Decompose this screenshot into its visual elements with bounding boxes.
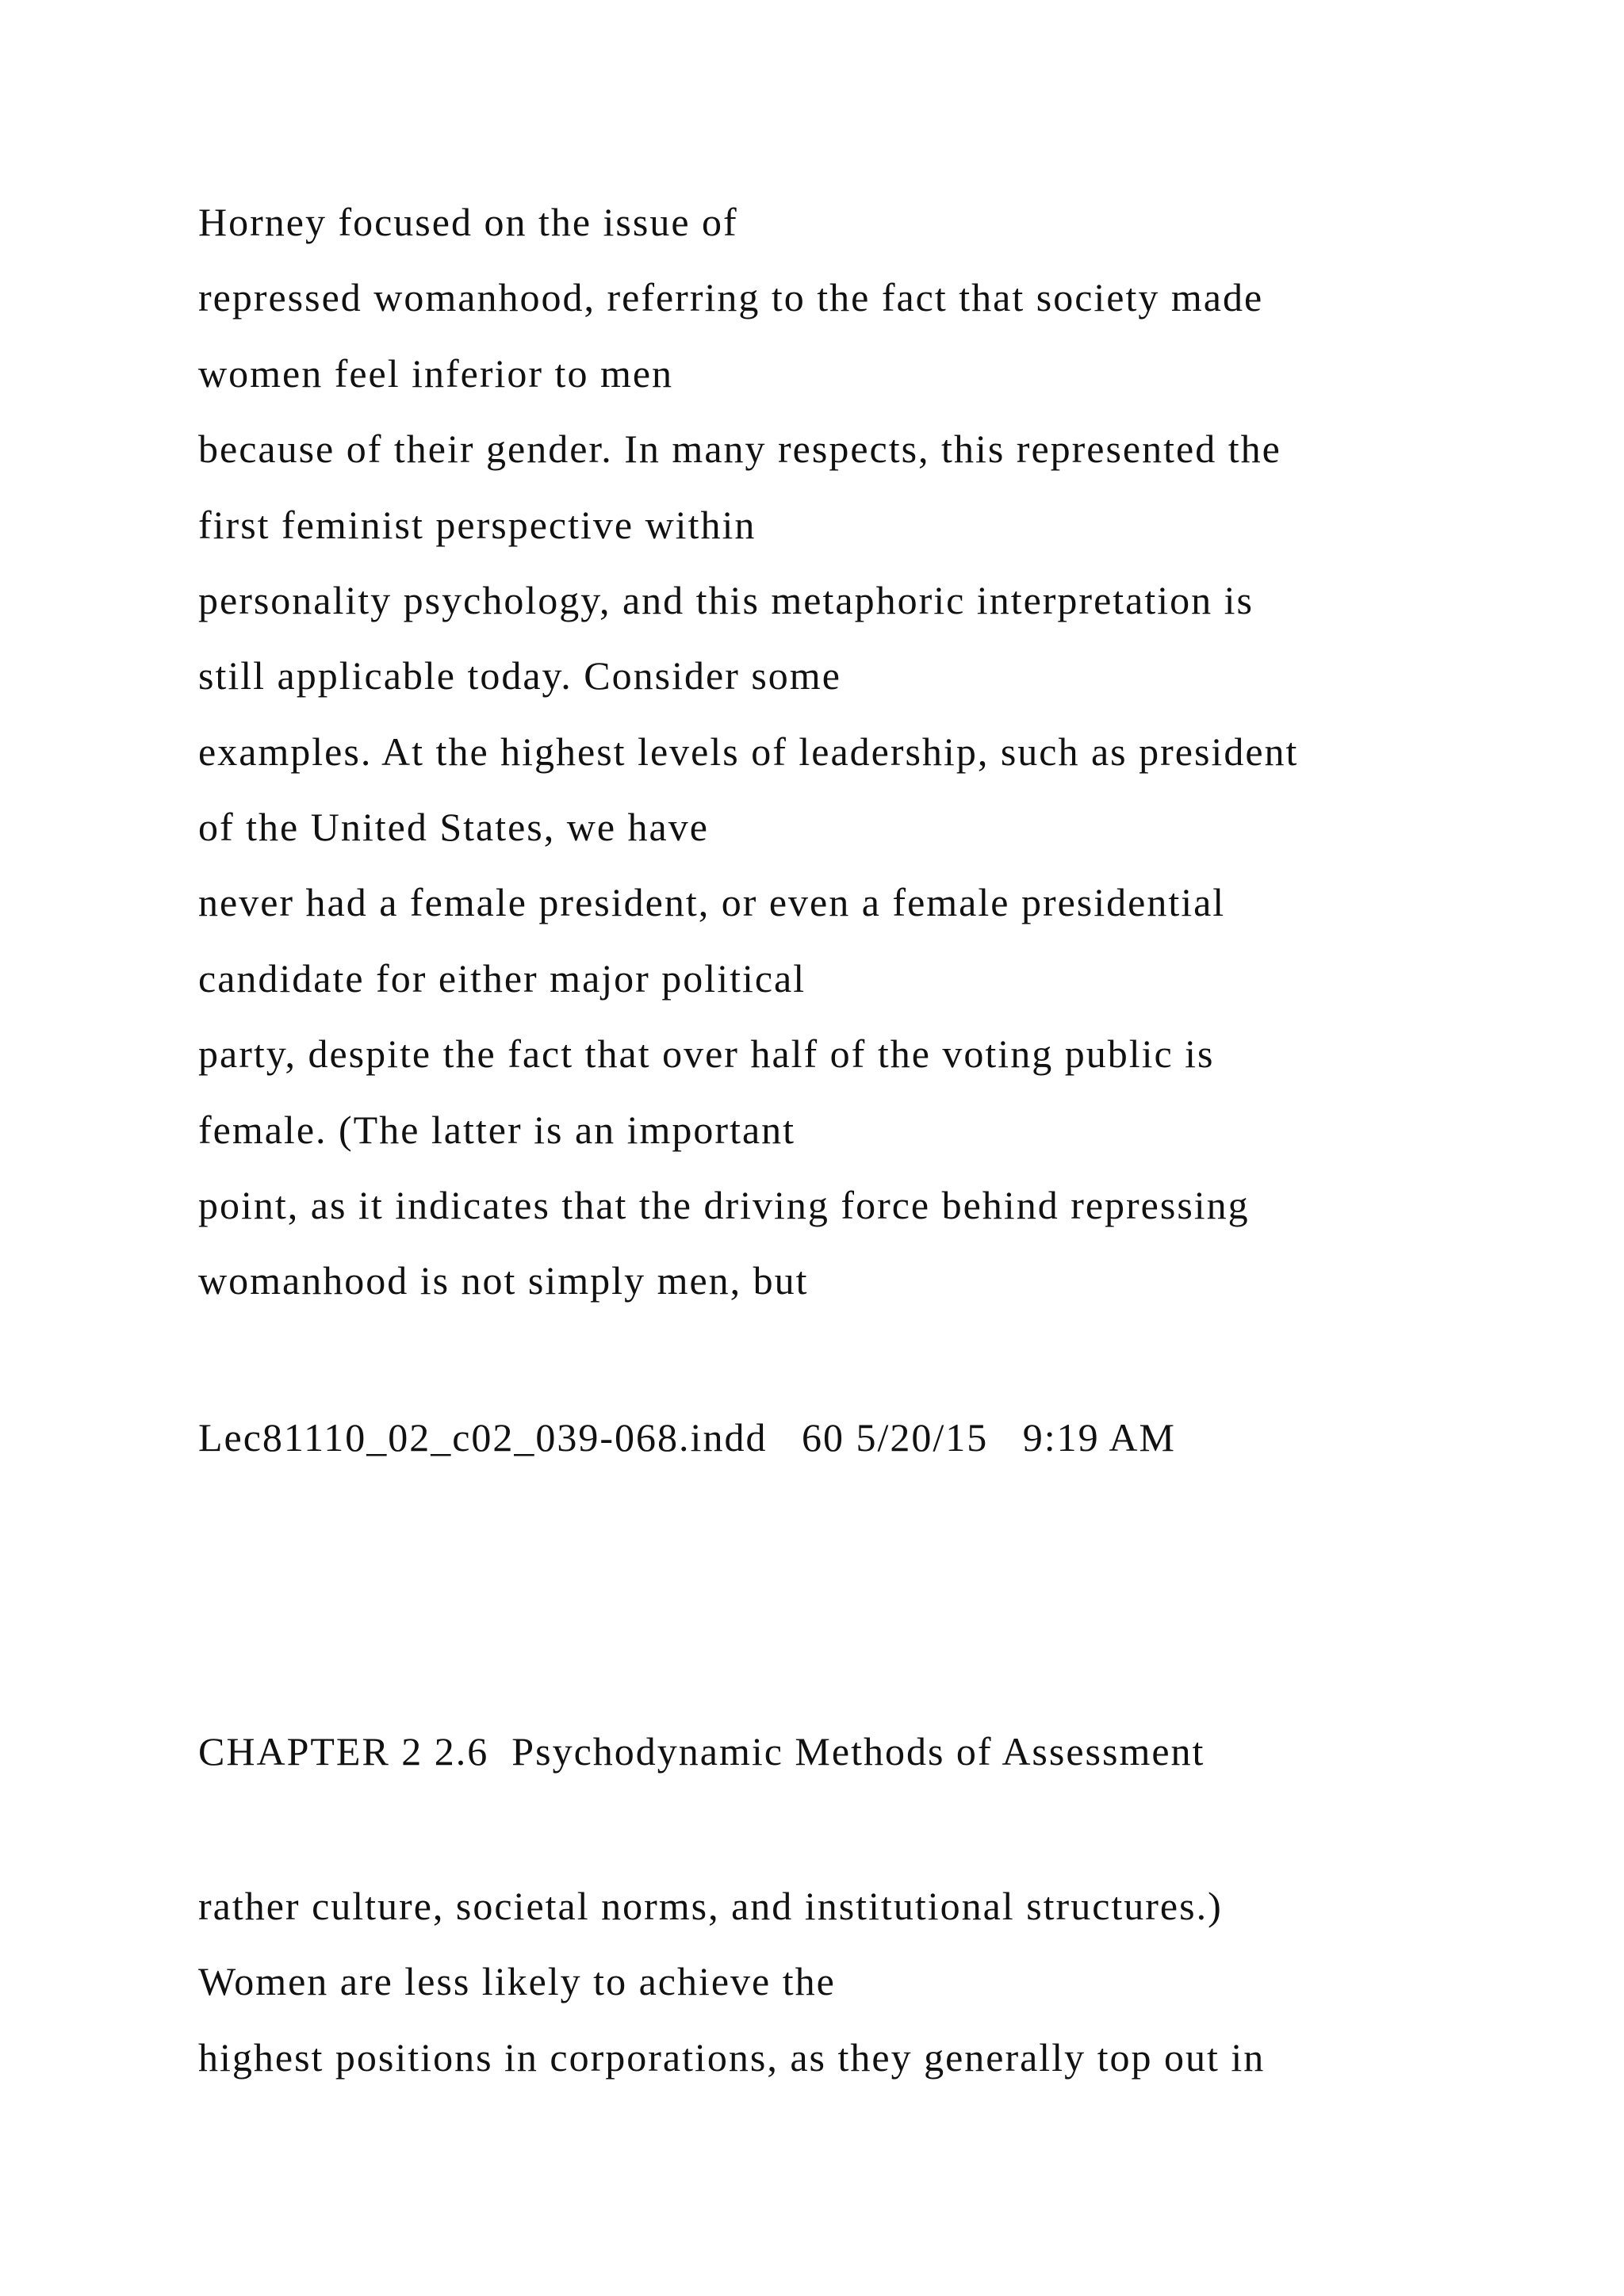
body-text-line: Horney focused on the issue of	[198, 200, 738, 244]
file-info-line: Lec81110_02_c02_039-068.indd 60 5/20/15 9:19 AM	[198, 1415, 1176, 1460]
body-text-line: point, as it indicates that the driving force behind repressing	[198, 1183, 1250, 1227]
chapter-heading: CHAPTER 2 2.6 Psychodynamic Methods of Assessment	[198, 1729, 1205, 1774]
body-text-line: womanhood is not simply men, but	[198, 1258, 809, 1303]
body-text-line: of the United States, we have	[198, 805, 709, 849]
body-text-line: party, despite the fact that over half of the voting public is	[198, 1031, 1215, 1076]
body-text-line: female. (The latter is an important	[198, 1108, 796, 1152]
body-text-line: highest positions in corporations, as they generally top out in	[198, 2035, 1266, 2080]
body-text-line: because of their gender. In many respects, this represented the	[198, 427, 1281, 471]
body-text-line: personality psychology, and this metaphoric interpretation is	[198, 578, 1254, 622]
body-text-line: never had a female president, or even a female presidential	[198, 880, 1226, 924]
body-text-line: still applicable today. Consider some	[198, 653, 841, 698]
body-text-line: examples. At the highest levels of leadership, such as president	[198, 729, 1299, 774]
body-text-line: Women are less likely to achieve the	[198, 1959, 836, 2003]
body-text-line: first feminist perspective within	[198, 503, 756, 547]
body-text-line: repressed womanhood, referring to the fact that society made	[198, 275, 1264, 320]
body-text-line: rather culture, societal norms, and institutional structures.)	[198, 1884, 1223, 1928]
body-text-line: women feel inferior to men	[198, 351, 674, 396]
body-text-line: candidate for either major political	[198, 956, 806, 1001]
